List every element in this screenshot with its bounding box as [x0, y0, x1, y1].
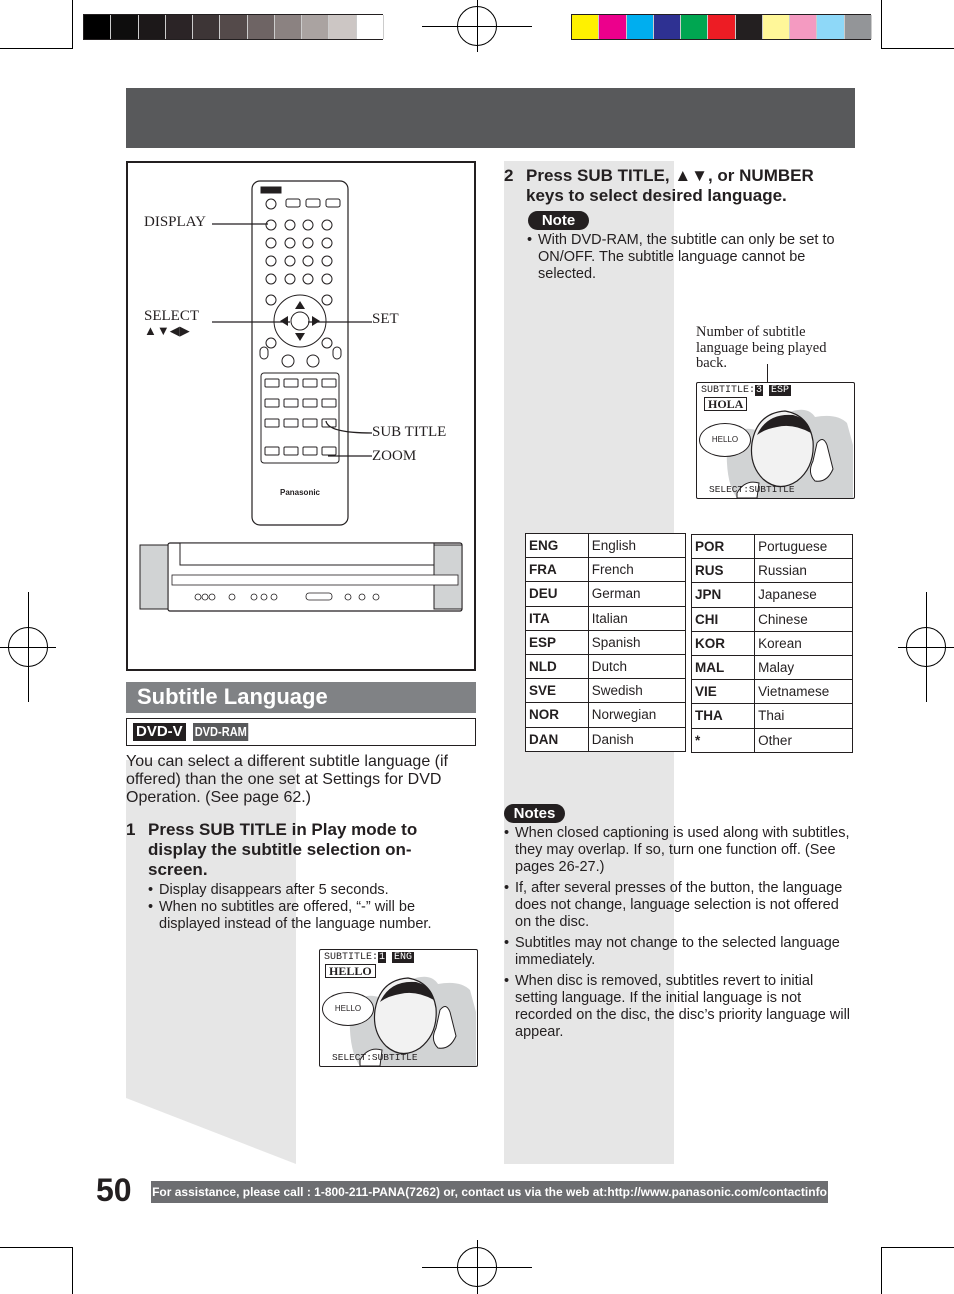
language-code-cell: JPN [692, 583, 755, 607]
table-row [692, 631, 853, 655]
step-1-bullets [148, 882, 468, 933]
subtitle-indicator: SUBTITLE:3 ESP [701, 385, 790, 396]
table-row [526, 582, 686, 606]
gray-swatch [111, 15, 138, 39]
language-name-cell: Russian [755, 559, 853, 583]
language-name-cell: Other [755, 728, 853, 752]
select-subtitle-hint: SELECT:SUBTITLE [709, 484, 795, 495]
dvd-ram-badge: DVD-RAM [194, 724, 247, 739]
set-label: SET [372, 311, 399, 327]
notes-badge: Notes [504, 804, 565, 823]
subtitle-indicator: SUBTITLE:1 ENG [324, 952, 413, 963]
list-item: • When closed captioning is used along with subtitles, they may overlap. If so, turn one function off. (See pages 26-27.) [504, 825, 850, 875]
language-code-cell: MAL [692, 655, 755, 679]
list-item: • Subtitles may not change to the selected language immediately. [504, 935, 840, 968]
crop-mark [0, 1247, 73, 1248]
language-name-cell: Danish [588, 727, 685, 751]
language-code-cell: ENG [526, 534, 589, 558]
language-name-cell: Portuguese [755, 535, 853, 559]
language-name-cell: Korean [755, 631, 853, 655]
subtitle-number-callout: Number of subtitle language being played back. [696, 324, 827, 371]
color-swatch [790, 15, 817, 39]
gray-swatch [139, 15, 166, 39]
language-name-cell: Dutch [588, 654, 685, 678]
gray-swatch [275, 15, 302, 39]
table-row [692, 655, 853, 679]
language-code-cell: DEU [526, 582, 589, 606]
step-1-screen-illustration [319, 949, 478, 1067]
zoom-label: ZOOM [372, 448, 417, 464]
table-row [692, 704, 853, 728]
language-code-cell: ITA [526, 606, 589, 630]
color-swatch [599, 15, 626, 39]
step-1-heading: Press SUB TITLE in Play mode to display the subtitle selection on-screen. [148, 820, 418, 879]
select-label: SELECT [144, 308, 199, 324]
color-swatch [845, 15, 872, 39]
language-name-cell: Italian [588, 606, 685, 630]
section-title: Subtitle Language [126, 682, 476, 713]
gray-swatch [357, 15, 384, 39]
language-code-table-left [525, 533, 686, 752]
color-swatch [572, 15, 599, 39]
left-column-shade-tail [126, 1088, 296, 1164]
language-name-cell: Spanish [588, 630, 685, 654]
dvd-v-badge: DVD-V [133, 723, 186, 741]
color-swatch [736, 15, 763, 39]
header-bar [126, 88, 855, 148]
crop-mark [72, 1247, 73, 1294]
display-label: DISPLAY [144, 214, 206, 230]
gray-color-bar [83, 14, 383, 40]
step-2-note [527, 232, 855, 283]
language-code-cell: ESP [526, 630, 589, 654]
table-row [526, 679, 686, 703]
language-name-cell: Thai [755, 704, 853, 728]
table-row [692, 680, 853, 704]
language-code-cell: CHI [692, 607, 755, 631]
color-swatch [763, 15, 790, 39]
gray-swatch [84, 15, 111, 39]
language-name-cell: English [588, 534, 685, 558]
table-row [526, 606, 686, 630]
language-name-cell: Chinese [755, 607, 853, 631]
language-code-cell: * [692, 728, 755, 752]
language-code-cell: FRA [526, 558, 589, 582]
table-row [526, 703, 686, 727]
list-item: • When no subtitles are offered, “-” will be displayed instead of the language number. [148, 899, 432, 932]
language-code-cell: NLD [526, 654, 589, 678]
color-swatch [681, 15, 708, 39]
note-badge: Note [528, 211, 589, 230]
language-name-cell: German [588, 582, 685, 606]
gray-swatch [329, 15, 356, 39]
speech-bubble: HELLO [699, 423, 751, 457]
notes-list [504, 825, 858, 1045]
intro-text: You can select a different subtitle language (if offered) than the one set at Settings for DVD Operation. (See page 62.) [126, 753, 448, 806]
crop-mark [881, 48, 954, 49]
gray-swatch [220, 15, 247, 39]
color-swatch [627, 15, 654, 39]
assistance-footer: For assistance, please call : 1-800-211-PANA(7262) or, contact us via the web at:http://www.panasonic.com/contactinfo [151, 1181, 828, 1203]
language-code-cell: RUS [692, 559, 755, 583]
language-code-cell: THA [692, 704, 755, 728]
table-row [692, 535, 853, 559]
list-item: • Display disappears after 5 seconds. [148, 882, 389, 898]
crop-mark [881, 1247, 954, 1248]
crop-mark [72, 0, 73, 48]
color-swatch [817, 15, 844, 39]
table-row [692, 607, 853, 631]
table-row [526, 630, 686, 654]
svg-text:Panasonic: Panasonic [279, 488, 321, 497]
language-code-table-right [691, 534, 853, 753]
step-2-screen-illustration [696, 382, 855, 499]
language-code-cell: POR [692, 535, 755, 559]
select-arrows-label: ▲▼◀▶ [144, 323, 190, 338]
list-item: • If, after several presses of the button, the language does not change, language selection is not offered on the disc. [504, 880, 843, 930]
language-name-cell: Malay [755, 655, 853, 679]
table-row [526, 727, 686, 751]
language-code-cell: SVE [526, 679, 589, 703]
gray-swatch [166, 15, 193, 39]
remote-illustration [126, 161, 476, 671]
language-code-cell: DAN [526, 727, 589, 751]
list-item: • When disc is removed, subtitles revert to initial setting language. If the initial language is not recorded on the disc, the disc’s priority language will appear. [504, 973, 851, 1040]
step-1-number: 1 [126, 820, 136, 839]
speech-bubble: HELLO [322, 992, 374, 1026]
language-code-cell: NOR [526, 703, 589, 727]
step-2-number: 2 [504, 166, 514, 185]
color-swatch [654, 15, 681, 39]
language-code-cell: VIE [692, 680, 755, 704]
crop-mark [0, 48, 73, 49]
crop-mark [881, 0, 882, 48]
select-subtitle-hint: SELECT:SUBTITLE [332, 1052, 418, 1063]
table-row [526, 558, 686, 582]
crop-mark [881, 1247, 882, 1294]
table-row [692, 559, 853, 583]
page-number: 50 [96, 1172, 132, 1208]
table-row [526, 534, 686, 558]
language-name-cell: Japanese [755, 583, 853, 607]
subtitle-text: HOLA [704, 397, 747, 411]
table-row [692, 583, 853, 607]
subtitle-text: HELLO [325, 964, 376, 978]
step-2-heading: Press SUB TITLE, ▲▼, or NUMBER keys to select desired language. [526, 166, 814, 205]
language-name-cell: Vietnamese [755, 680, 853, 704]
language-name-cell: French [588, 558, 685, 582]
disc-type-box [126, 718, 476, 746]
list-item: • With DVD-RAM, the subtitle can only be set to ON/OFF. The subtitle language cannot be selected. [527, 232, 835, 282]
gray-swatch [248, 15, 275, 39]
language-code-cell: KOR [692, 631, 755, 655]
table-row [526, 654, 686, 678]
process-color-bar [571, 14, 871, 40]
gray-swatch [302, 15, 329, 39]
language-name-cell: Norwegian [588, 703, 685, 727]
sub-title-label: SUB TITLE [372, 424, 447, 440]
table-row [692, 728, 853, 752]
gray-swatch [193, 15, 220, 39]
language-name-cell: Swedish [588, 679, 685, 703]
color-swatch [708, 15, 735, 39]
